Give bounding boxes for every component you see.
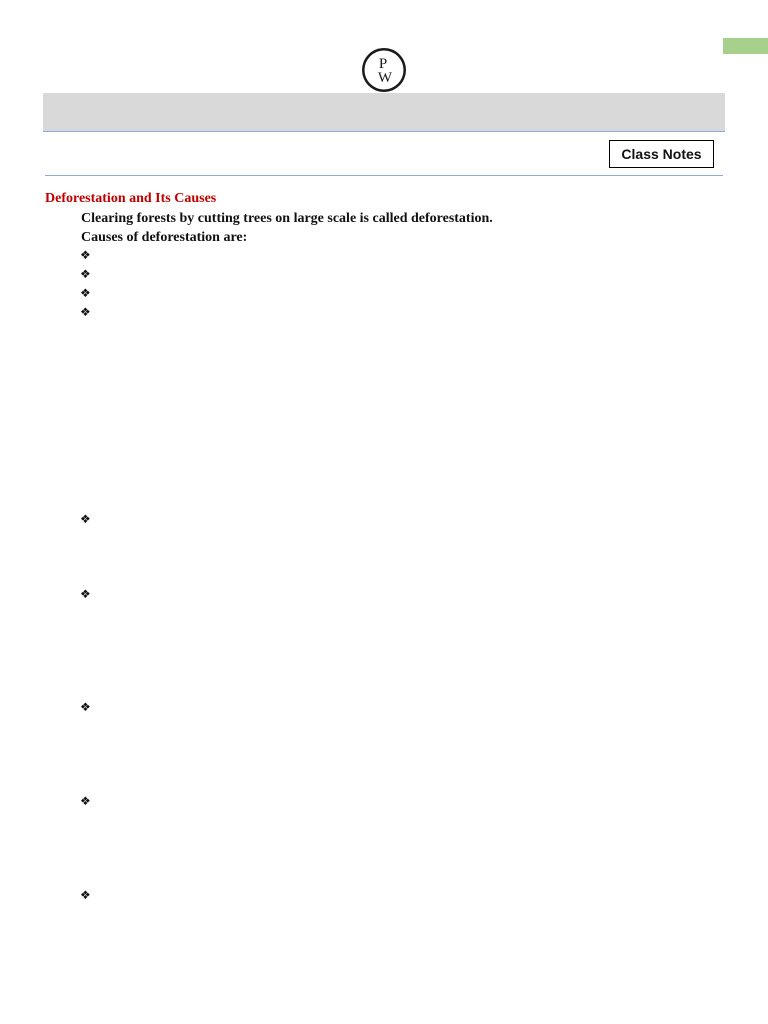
bullet-icon: ❖: [80, 512, 91, 526]
bullet-icon: ❖: [80, 587, 91, 601]
pw-logo-icon: [361, 46, 407, 94]
causes-intro-text: Causes of deforestation are:: [81, 230, 248, 245]
svg-text:W: W: [377, 70, 393, 86]
svg-text:P: P: [378, 56, 388, 72]
header-rule-top: [43, 131, 725, 132]
section-title: Deforestation and Its Causes: [45, 191, 217, 206]
bullet-icon: ❖: [80, 305, 91, 319]
bullet-icon: ❖: [80, 248, 91, 262]
definition-text: Clearing forests by cutting trees on large scale is called deforestation.: [81, 211, 493, 226]
header-band: [43, 93, 725, 131]
bullet-icon: ❖: [80, 888, 91, 902]
bullet-icon: ❖: [80, 267, 91, 281]
bullet-icon: ❖: [80, 286, 91, 300]
bullet-icon: ❖: [80, 794, 91, 808]
bullet-icon: ❖: [80, 700, 91, 714]
corner-tab: [723, 38, 768, 54]
class-notes-badge: Class Notes: [609, 140, 714, 168]
header-rule-bottom: [45, 175, 723, 176]
